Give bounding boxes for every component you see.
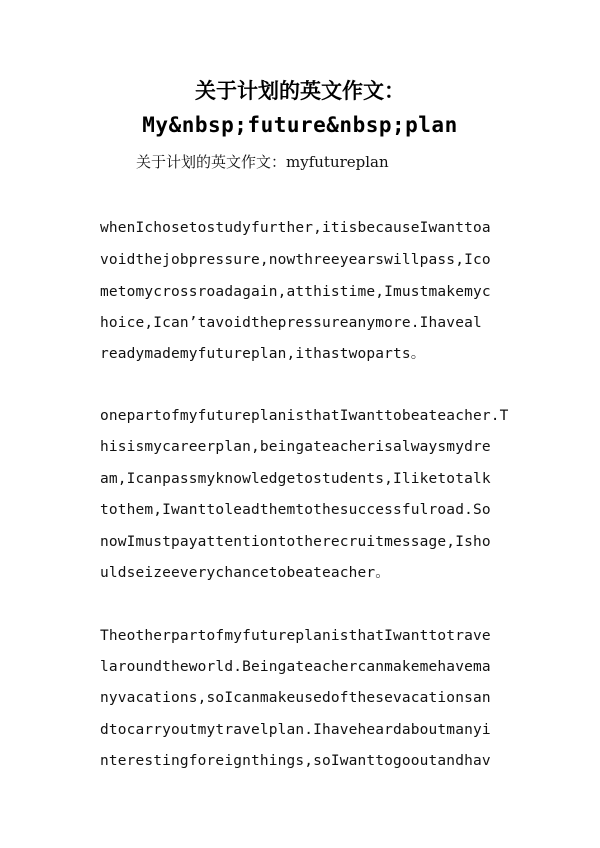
paragraph-1-line-1: whenIchosetostudyfurther,itisbecauseIwanttoa [100, 220, 491, 236]
paragraph-2-line-2: hisismycareerplan,beingateacherisalwaysmydre [100, 439, 491, 455]
document-title-english: My&nbsp;future&nbsp;plan [142, 113, 458, 137]
paragraph-1-line-2: voidthejobpressure,nowthreeyearswillpass,Ico [100, 252, 491, 268]
paragraph-1-line-5: readymademyfutureplan,ithastwoparts。 [100, 346, 426, 362]
paragraph-3-line-2: laroundtheworld.Beingateachercanmakemehavema [100, 659, 491, 675]
paragraph-2-line-1: onepartofmyfutureplanisthatIwanttobeateacher.T [100, 408, 509, 424]
document-subtitle: 关于计划的英文作文：myfutureplan [136, 153, 389, 171]
paragraph-2-line-3: am,Icanpassmyknowledgetostudents,Iliketotalk [100, 471, 491, 487]
paragraph-2-line-6: uldseizeeverychancetobeateacher。 [100, 565, 390, 581]
paragraph-1-line-4: hoice,Ican’tavoidthepressureanymore.Ihaveal [100, 315, 482, 331]
paragraph-2-line-4: tothem,Iwanttoleadthemtothesuccessfulroad.So [100, 502, 491, 518]
paragraph-3-line-3: nyvacations,soIcanmakeusedofthesevacationsan [100, 690, 491, 706]
paragraph-3-line-5: nterestingforeignthings,soIwanttogooutandhav [100, 753, 491, 769]
paragraph-1-line-3: metomycrossroadagain,atthistime,Imustmakemyc [100, 284, 491, 300]
paragraph-3-line-1: TheotherpartofmyfutureplanisthatIwanttotrave [100, 628, 491, 644]
paragraph-2-line-5: nowImustpayattentiontotherecruitmessage,Isho [100, 534, 491, 550]
document-title: 关于计划的英文作文： [195, 79, 405, 103]
paragraph-3-line-4: dtocarryoutmytravelplan.Ihaveheardaboutmanyi [100, 722, 491, 738]
